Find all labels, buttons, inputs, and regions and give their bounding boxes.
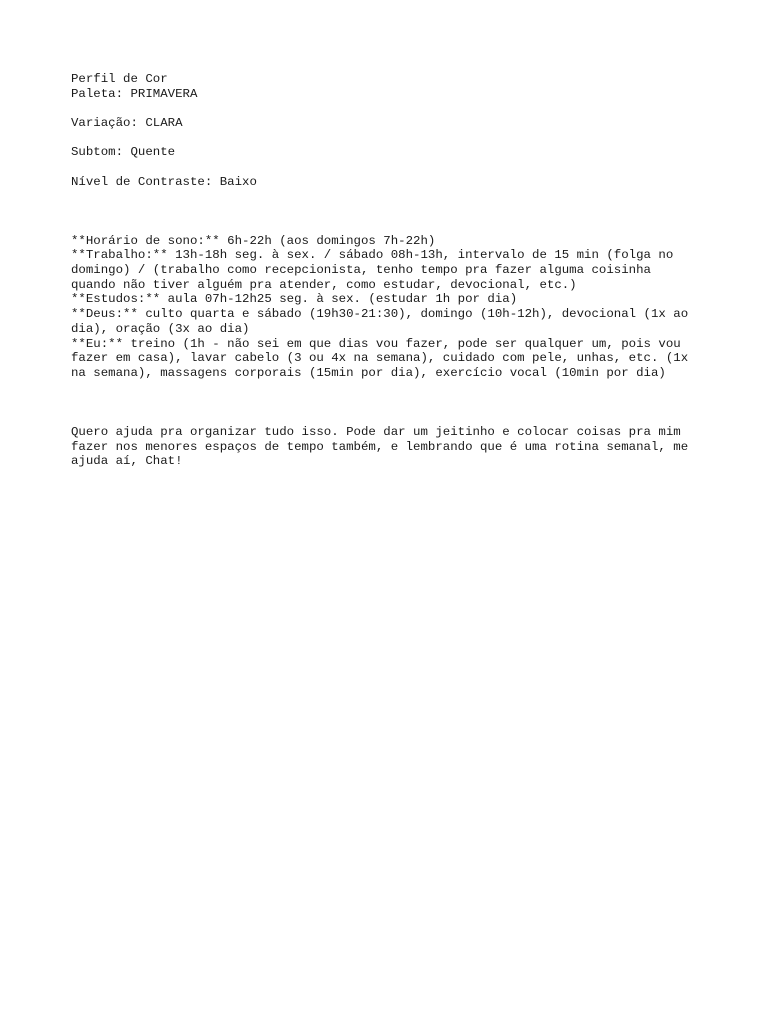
routine-line: **Trabalho:** 13h-18h seg. à sex. / sábado 08h-13h, intervalo de 15 min (folga no (71, 248, 674, 263)
routine-line: **Horário de sono:** 6h-22h (aos domingos 7h-22h) (71, 233, 436, 248)
profile-contrast: Nível de Contraste: Baixo (71, 174, 257, 189)
profile-variation: Variação: CLARA (71, 116, 183, 131)
routine-line: quando não tiver alguém pra atender, como estudar, devocional, etc.) (71, 277, 577, 292)
color-profile-section (71, 72, 711, 190)
routine-line: domingo) / (trabalho como recepcionista, tenho tempo pra fazer alguma coisinha (71, 263, 651, 278)
document-page (71, 72, 711, 469)
routine-section (71, 234, 711, 381)
routine-line: **Estudos:** aula 07h-12h25 seg. à sex. (estudar 1h por dia) (71, 292, 518, 307)
request-section (71, 425, 711, 469)
profile-title: Perfil de Cor (71, 72, 168, 86)
profile-palette: Paleta: PRIMAVERA (71, 86, 198, 101)
routine-line: **Deus:** culto quarta e sábado (19h30-21:30), domingo (10h-12h), devocional (1x ao (71, 307, 689, 322)
request-line: Quero ajuda pra organizar tudo isso. Pode dar um jeitinho e colocar coisas pra mim (71, 424, 681, 439)
routine-line: na semana), massagens corporais (15min por dia), exercício vocal (10min por dia) (71, 366, 666, 380)
routine-line: dia), oração (3x ao dia) (71, 321, 250, 336)
request-line: ajuda aí, Chat! (71, 454, 183, 469)
profile-undertone: Subtom: Quente (71, 145, 176, 160)
routine-line: **Eu:** treino (1h - não sei em que dias vou fazer, pode ser qualquer um, pois vou (71, 336, 681, 351)
request-line: fazer nos menores espaços de tempo também, e lembrando que é uma rotina semanal, me (71, 439, 689, 454)
routine-line: fazer em casa), lavar cabelo (3 ou 4x na semana), cuidado com pele, unhas, etc. (1x (71, 351, 689, 366)
